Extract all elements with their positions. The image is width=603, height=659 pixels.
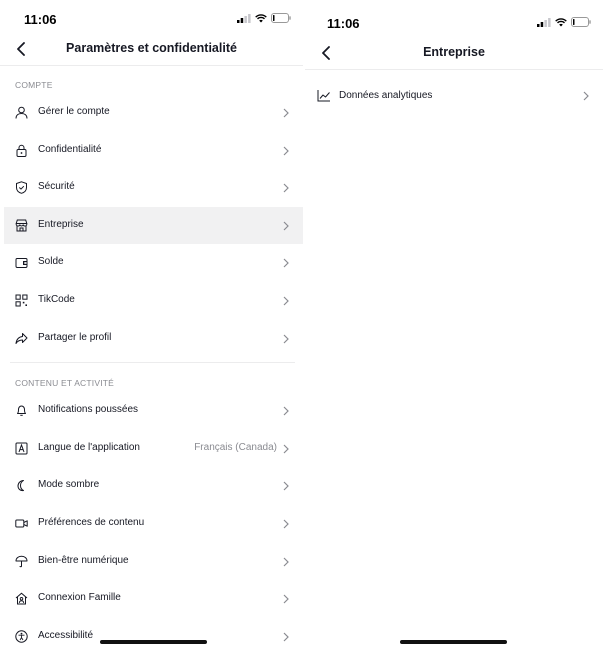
settings-item-label: Solde <box>38 256 64 267</box>
settings-item-balance[interactable] <box>4 244 303 281</box>
settings-item-label: Notifications poussées <box>38 404 139 415</box>
home-indicator[interactable] <box>100 640 207 644</box>
bell-icon <box>14 403 29 418</box>
page-title: Paramètres et confidentialité <box>66 41 237 55</box>
status-time: 11:06 <box>24 12 57 27</box>
section-divider <box>10 362 295 363</box>
chevron-right-icon <box>281 182 291 194</box>
settings-item-family-pairing[interactable] <box>4 580 303 617</box>
battery-icon <box>571 17 591 27</box>
qr-code-icon <box>14 293 29 308</box>
settings-item-tikcode[interactable] <box>4 282 303 319</box>
video-icon <box>14 516 29 531</box>
settings-item-label: Mode sombre <box>38 479 100 490</box>
lock-icon <box>14 143 29 158</box>
umbrella-icon <box>14 554 29 569</box>
home-indicator[interactable] <box>400 640 507 644</box>
settings-item-label: TikCode <box>38 294 75 305</box>
chevron-right-icon <box>281 107 291 119</box>
chevron-right-icon <box>281 518 291 530</box>
chevron-right-icon <box>281 405 291 417</box>
settings-item-label: Partager le profil <box>38 332 112 343</box>
signal-icon <box>237 14 251 23</box>
wallet-icon <box>14 255 29 270</box>
business-screen <box>305 0 603 659</box>
settings-item-dark-mode[interactable] <box>4 467 303 504</box>
accessibility-icon <box>14 629 29 644</box>
store-icon <box>14 218 29 233</box>
chevron-right-icon <box>281 593 291 605</box>
settings-item-privacy[interactable] <box>4 132 303 169</box>
wifi-icon <box>255 14 267 23</box>
section-header-compte: COMPTE <box>15 80 53 90</box>
settings-item-label: Sécurité <box>38 181 75 192</box>
settings-item-label: Préférences de contenu <box>38 517 145 528</box>
chevron-right-icon <box>281 480 291 492</box>
settings-item-label: Bien-être numérique <box>38 555 129 566</box>
shield-icon <box>14 180 29 195</box>
chevron-right-icon <box>581 90 591 102</box>
chevron-right-icon <box>281 220 291 232</box>
language-icon <box>14 441 29 456</box>
chevron-right-icon <box>281 631 291 643</box>
settings-item-label: Gérer le compte <box>38 106 110 117</box>
status-bar <box>0 0 303 34</box>
chevron-right-icon <box>281 257 291 269</box>
settings-item-label: Connexion Famille <box>38 592 121 603</box>
settings-item-content-preferences[interactable] <box>4 505 303 542</box>
language-value: Français (Canada) <box>194 442 277 453</box>
nav-bar <box>0 32 303 66</box>
wifi-icon <box>555 18 567 27</box>
settings-item-security[interactable] <box>4 169 303 206</box>
chevron-right-icon <box>281 443 291 455</box>
settings-item-label: Entreprise <box>38 219 84 230</box>
settings-item-accessibility[interactable] <box>4 618 303 655</box>
status-time: 11:06 <box>327 16 360 31</box>
analytics-chart-icon <box>316 88 331 103</box>
battery-icon <box>271 13 291 23</box>
settings-item-label: Langue de l'application <box>38 442 140 453</box>
settings-item-app-language[interactable] <box>4 430 303 467</box>
settings-item-digital-wellbeing[interactable] <box>4 543 303 580</box>
settings-item-push-notifications[interactable] <box>4 392 303 429</box>
settings-item-manage-account[interactable] <box>4 94 303 131</box>
chevron-right-icon <box>281 333 291 345</box>
settings-item-label: Données analytiques <box>339 90 433 101</box>
chevron-right-icon <box>281 145 291 157</box>
signal-icon <box>537 18 551 27</box>
settings-item-label: Accessibilité <box>38 630 94 641</box>
section-header-content-activity: CONTENU ET ACTIVITÉ <box>15 378 115 388</box>
chevron-right-icon <box>281 295 291 307</box>
settings-item-business[interactable] <box>4 207 303 244</box>
moon-icon <box>14 478 29 493</box>
nav-bar <box>305 36 603 70</box>
page-title: Entreprise <box>423 45 485 59</box>
settings-item-analytics[interactable] <box>313 80 603 110</box>
person-icon <box>14 105 29 120</box>
share-icon <box>14 331 29 346</box>
status-bar <box>305 0 603 34</box>
family-home-icon <box>14 591 29 606</box>
settings-item-share-profile[interactable] <box>4 320 303 357</box>
chevron-right-icon <box>281 556 291 568</box>
settings-item-label: Confidentialité <box>38 144 102 155</box>
